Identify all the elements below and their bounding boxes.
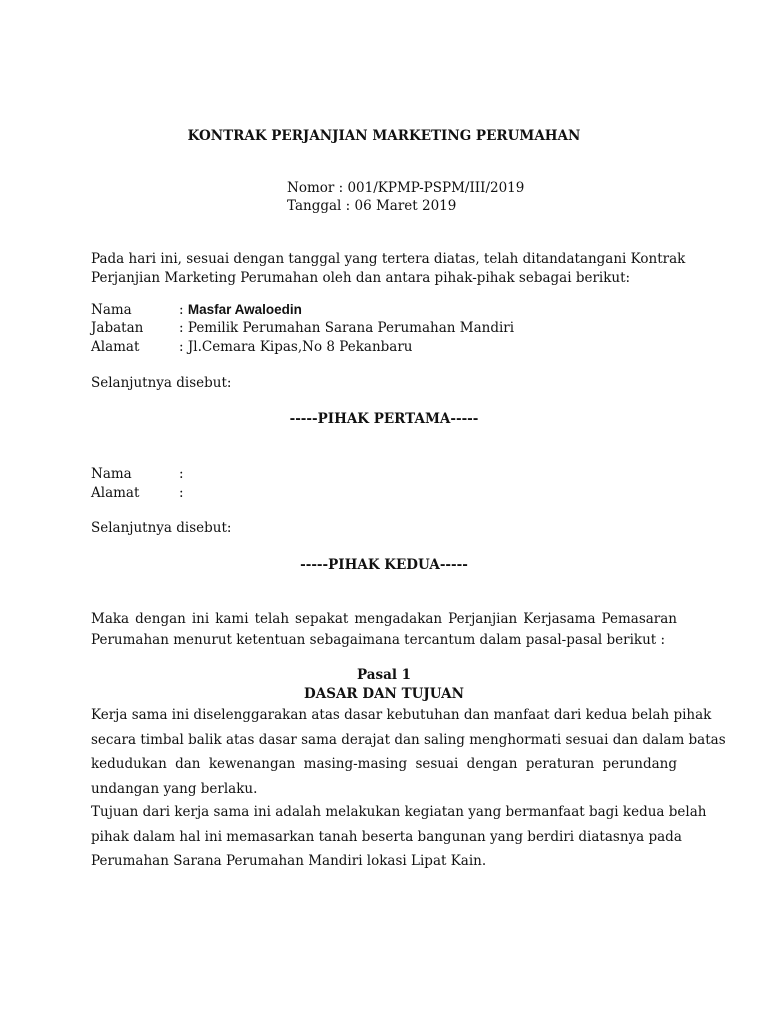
pasal-paragraph-2 (91, 800, 707, 874)
party1-alamat-value: : Jl.Cemara Kipas,No 8 Pekanbaru (179, 339, 413, 355)
party1-nama-field (179, 301, 302, 319)
intro-paragraph (91, 247, 686, 290)
selanjutnya-1: Selanjutnya disebut: (91, 375, 232, 391)
nomor-line: Nomor : 001/KPMP-PSPM/III/2019 (287, 180, 525, 196)
pasal-title: DASAR DAN TUJUAN (304, 686, 464, 702)
party2-nama-value: : (179, 466, 184, 482)
party2-alamat-value: : (179, 485, 184, 501)
party1-jabatan-row (0, 319, 768, 337)
party2-alamat-label: Alamat (91, 485, 140, 501)
party1-nama-label: Nama (91, 302, 132, 318)
party2-nama-label: Nama (91, 466, 132, 482)
party1-alamat-label: Alamat (91, 339, 140, 355)
agreement-paragraph (91, 607, 677, 652)
pasal-paragraph-1 (91, 703, 726, 801)
pihak-kedua-heading: -----PIHAK KEDUA----- (300, 557, 468, 573)
selanjutnya-2: Selanjutnya disebut: (91, 520, 232, 536)
party1-jabatan-label: Jabatan (91, 320, 144, 336)
agreement-line: Maka dengan ini kami telah sepakat mengadakan Perjanjian Kerjasama Pemasaran (91, 611, 677, 627)
party1-nama-value: Masfar Awaloedin (187, 302, 302, 317)
document-title: KONTRAK PERJANJIAN MARKETING PERUMAHAN (187, 128, 581, 144)
pasal-p1-line: kedudukan dan kewenangan masing-masing sesuai dengan peraturan perundang (91, 756, 677, 772)
pasal-number: Pasal 1 (356, 667, 412, 683)
pasal-p2-line: pihak dalam hal ini memasarkan tanah beserta bangunan yang berdiri diatasnya pada (91, 828, 682, 845)
pasal-p1-line: secara timbal balik atas dasar sama derajat dan saling menghormati sesuai dan dalam batas (91, 731, 726, 748)
pasal-p1-line: Kerja sama ini diselenggarakan atas dasar kebutuhan dan manfaat dari kedua belah pihak (91, 707, 712, 723)
pihak-pertama-heading: -----PIHAK PERTAMA----- (289, 411, 479, 427)
agreement-line: Perumahan menurut ketentuan sebagaimana tercantum dalam pasal-pasal berikut : (91, 631, 666, 648)
tanggal-line: Tanggal : 06 Maret 2019 (287, 198, 457, 214)
party1-nama-row (0, 301, 768, 319)
intro-line: Perjanjian Marketing Perumahan oleh dan antara pihak-pihak sebagai berikut: (91, 269, 631, 286)
party2-alamat-row (0, 484, 768, 502)
party1-jabatan-value: : Pemilik Perumahan Sarana Perumahan Mandiri (179, 320, 515, 336)
pasal-p2-line: Tujuan dari kerja sama ini adalah melakukan kegiatan yang bermanfaat bagi kedua belah (91, 804, 707, 820)
party2-nama-row (0, 465, 768, 483)
pasal-p1-line: undangan yang berlaku. (91, 780, 258, 797)
intro-line: Pada hari ini, sesuai dengan tanggal yang tertera diatas, telah ditandatangani Kontrak (91, 251, 686, 267)
party1-nama-colon: : (179, 302, 188, 318)
party1-alamat-row (0, 338, 768, 356)
pasal-p2-line: Perumahan Sarana Perumahan Mandiri lokasi Lipat Kain. (91, 853, 487, 869)
